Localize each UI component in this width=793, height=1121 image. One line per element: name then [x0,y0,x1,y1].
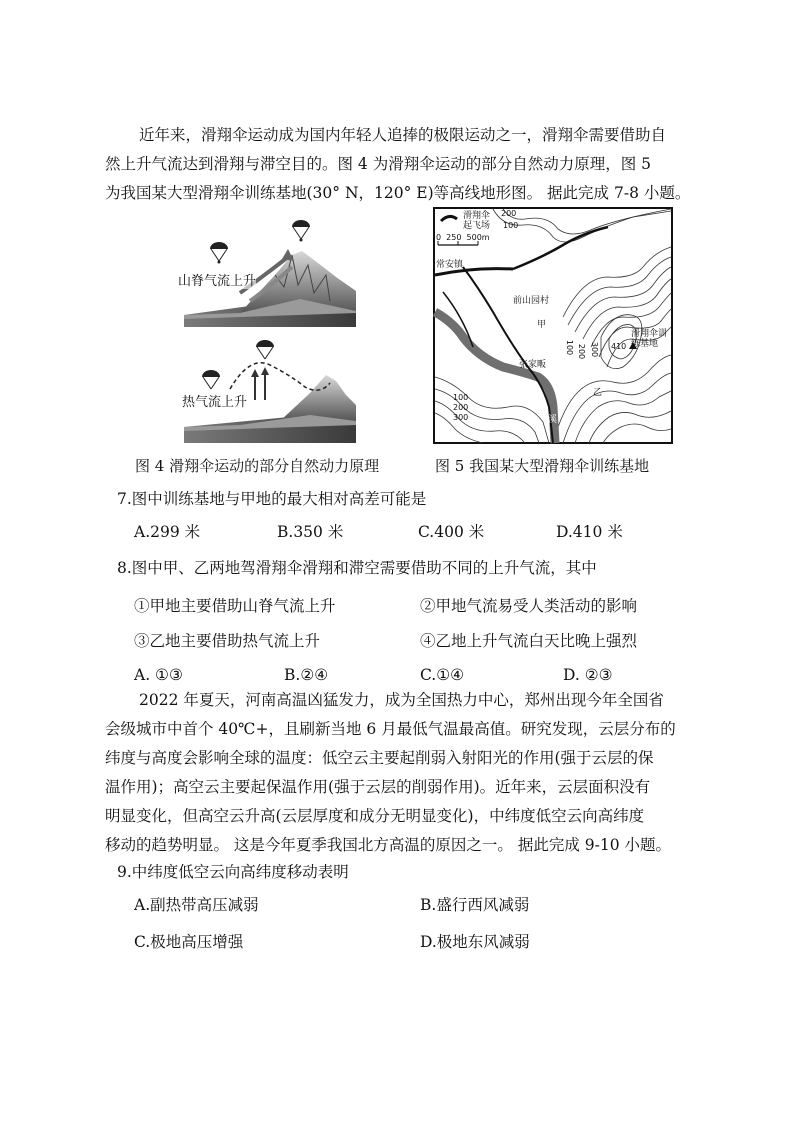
fig5-legend-title-1: 滑翔伞 [463,211,491,221]
figure-5-caption: 图 5 我国某大型滑翔伞训练基地 [435,457,650,475]
intro2-line-5: 明显变化，但高空云升高(云层厚度和成分无明显变化)，中纬度低空云向高纬度 [105,807,645,825]
fig5-river-label-2: 源 [513,382,523,392]
fig5-contour-100-bottom: 100 [453,393,469,402]
fig5-river-label-3: 溪 [548,415,558,425]
intro1-line-3: 为我国某大型滑翔伞训练基地(30° N，120° E)等高线地形图。 据此完成 7-8 小题。 [105,184,691,202]
q8-option-c: C.①④ [420,666,465,684]
intro-paragraph-2 [105,686,695,860]
q7-option-a: A.299 米 [134,523,201,541]
fig5-label-yi: 乙 [593,388,603,398]
fig5-legend [463,211,490,231]
q9-option-c: C.极地高压增强 [134,933,244,951]
fig5-contour-200-bottom: 200 [453,403,469,412]
q9-option-a: A.副热带高压减弱 [134,896,259,914]
intro-paragraph-1 [105,121,695,208]
intro1-line-1: 近年来，滑翔伞运动成为国内年轻人追捧的极限运动之一，滑翔伞需要借助自 [139,126,667,144]
q8-statement-2: ②甲地气流易受人类活动的影响 [420,597,638,615]
q7-option-d: D.410 米 [556,523,623,541]
fig5-legend-title-2: 起飞场 [463,221,491,231]
fig5-scale-label: 0 250 500m [436,233,490,242]
q7-stem: 7.图中训练基地与甲地的最大相对高差可能是 [117,490,427,508]
intro2-line-1: 2022 年夏天，河南高温凶猛发力，成为全国热力中心，郑州出现今年全国省 [139,691,664,709]
fig5-contour-100-top: 100 [503,221,519,230]
q8-option-d: D. ②③ [563,666,613,684]
fig5-contour-300-mid: 300 [590,341,600,358]
figure-5-contour-map [433,207,673,444]
fig5-label-zhangjiafan: 张家畈 [519,360,547,370]
q9-stem: 9.中纬度低空云向高纬度移动表明 [117,863,349,881]
fig5-label-base-1: 滑翔伞训 [631,329,668,339]
figure-5 [433,207,673,444]
intro2-line-6: 移动的趋势明显。 这是今年夏季我国北方高温的原因之一。 据此完成 9-10 小题。 [105,836,672,854]
fig5-river-label-1: 壶 [460,358,470,368]
fig4-label-thermal-lift: 热气流上升 [182,391,247,410]
q7-option-c: C.400 米 [418,523,485,541]
figure-4-caption: 图 4 滑翔伞运动的部分自然动力原理 [135,457,380,475]
q8-option-b: B.②④ [284,666,329,684]
fig5-contour-200-mid: 200 [577,343,587,360]
intro2-line-2: 会级城市中首个 40℃+，且刷新当地 6 月最低气温最高值。研究发现，云层分布的 [105,720,676,738]
fig4-label-ridge-lift: 山脊气流上升 [178,270,256,289]
fig5-label-base-2: 练基地 [631,339,659,349]
fig5-label-qianshan: 前山园村 [513,296,550,306]
fig5-label-410: 410 [611,342,627,351]
q9-option-b: B.盛行西风减弱 [420,896,530,914]
q8-statement-4: ④乙地上升气流白天比晚上强烈 [420,632,638,650]
fig5-contour-100-mid: 100 [565,339,575,356]
fig5-label-base [631,329,667,349]
fig5-label-jia: 甲 [537,320,547,330]
figure-4 [180,215,360,447]
q8-statement-3: ③乙地主要借助热气流上升 [134,632,321,650]
intro2-line-4: 温作用)；高空云主要起保温作用(强于云层的削弱作用)。近年来，云层面积没有 [105,778,651,796]
q7-option-b: B.350 米 [277,523,344,541]
q9-option-d: D.极地东风减弱 [420,933,530,951]
q8-statement-1: ①甲地主要借助山脊气流上升 [134,597,336,615]
intro2-line-3: 纬度与高度会影响全球的温度：低空云主要起削弱入射阳光的作用(强于云层的保 [105,749,654,767]
fig5-label-changan: 常安镇 [436,260,464,270]
fig5-contour-300-bottom: 300 [453,413,469,422]
fig5-contour-200-top: 200 [501,209,517,218]
q8-option-a: A. ①③ [134,666,183,684]
q8-stem: 8.图中甲、乙两地驾滑翔伞滑翔和滞空需要借助不同的上升气流，其中 [117,559,597,577]
intro1-line-2: 然上升气流达到滑翔与滞空目的。图 4 为滑翔伞运动的部分自然动力原理，图 5 [105,155,652,173]
figure-4-illustration [180,215,360,447]
